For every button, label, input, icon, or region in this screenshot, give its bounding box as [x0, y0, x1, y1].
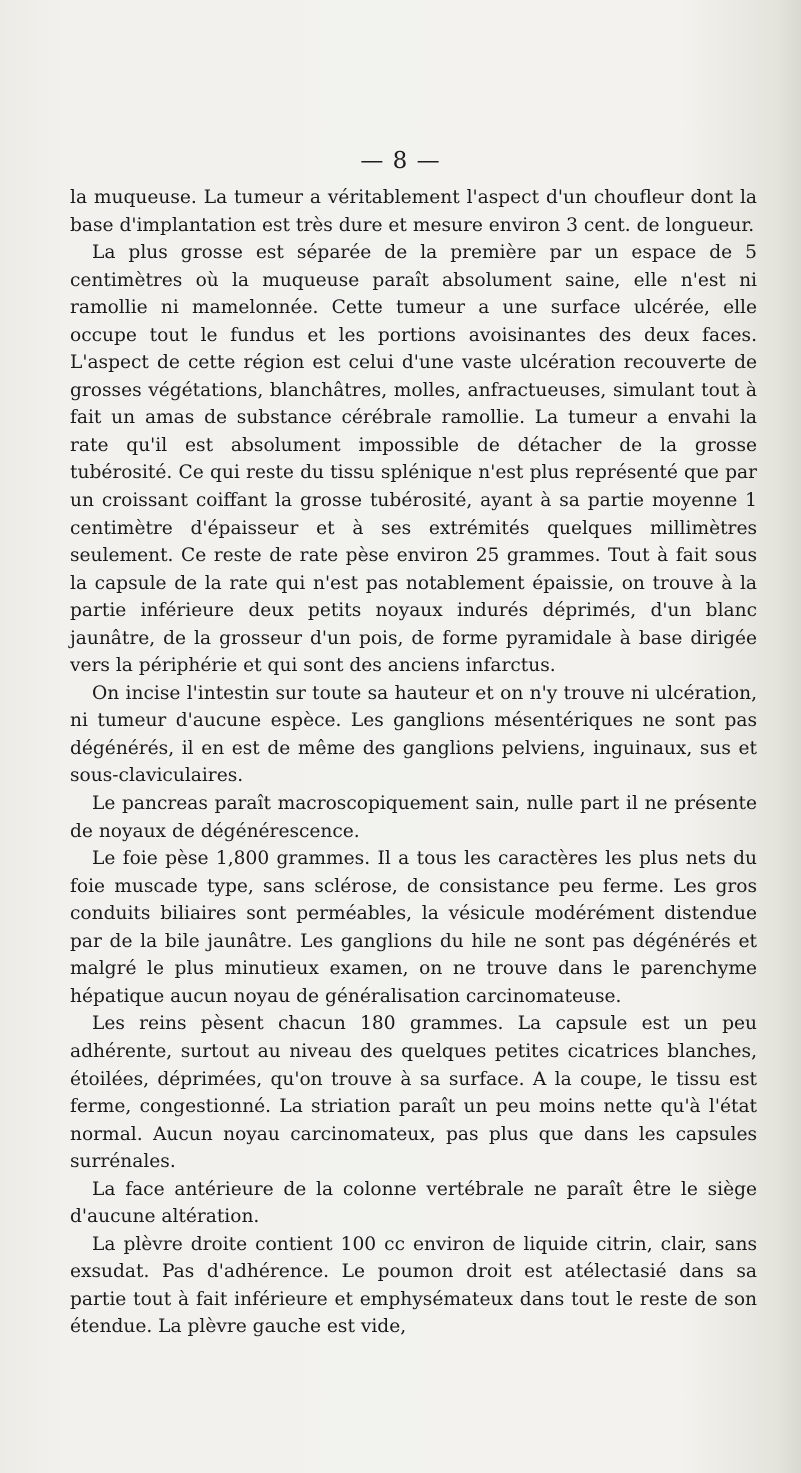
paragraph-3: On incise l'intestin sur toute sa hauteur et on n'y trouve ni ulcération, ni tumeur d'aucune espèce. Les ganglions mésentériques ne sont pas dégénérés, il en est de même des ganglions pelviens, inguinaux, sus et sous-claviculaires. [70, 682, 757, 787]
paragraph-4: Le pancreas paraît macroscopiquement sain, nulle part il ne présente de noyaux de dégénérescence. [70, 793, 757, 842]
paragraph-1: la muqueuse. La tumeur a véritablement l'aspect d'un choufleur dont la base d'implantation est très dure et mesure environ 3 cent. de longueur. [70, 187, 757, 236]
body-text [70, 184, 757, 1341]
paragraph-8: La plèvre droite contient 100 cc environ de liquide citrin, clair, sans exsudat. Pas d'adhérence. Le poumon droit est atélectasié dans sa partie tout à fait inférieure et emphysémateux dans tout le reste de son étendue. La plèvre gauche est vide, [70, 1233, 757, 1338]
paragraph-7: La face antérieure de la colonne vertébrale ne paraît être le siège d'aucune altération. [70, 1178, 757, 1228]
page-number: — 8 — [360, 148, 441, 174]
paragraph-5: Le foie pèse 1,800 grammes. Il a tous les caractères les plus nets du foie muscade type, sans sclérose, de consistance peu ferme. Les gros conduits biliaires sont perméables, la vésicule modérément distendue par de la bile jaunâtre. Les ganglions du hile ne sont pas dégénérés et malgré le plus minutieux examen, on ne trouve dans le parenchyme hépatique aucun noyau de généralisation carcinomateuse. [70, 848, 757, 1007]
paragraph-2: La plus grosse est séparée de la première par un espace de 5 centimètres où la muqueuse paraît absolument saine, elle n'est ni ramollie ni mamelonnée. Cette tumeur a une surface ulcérée, elle occupe tout le fundus et les portions avoisinantes des deux faces. L'aspect de cette région est celui d'une vaste ulcération recouverte de grosses végétations, blanchâtres, molles, anfractueuses, simulant tout à fait un amas de substance cérébrale ramollie. La tumeur a envahi la rate qu'il est absolument impossible de détacher de la grosse tubérosité. Ce qui reste du tissu splénique n'est plus représenté que par un croissant coiffant la grosse tubérosité, ayant à sa partie moyenne 1 centimètre d'épaisseur et à ses extrémités quelques millimètres seulement. Ce reste de rate pèse environ 25 grammes. Tout à fait sous la capsule de la rate qui n'est pas notablement épaissie, on trouve à la partie inférieure deux petits noyaux indurés déprimés, d'un blanc jaunâtre, de la grosseur d'un pois, de forme pyramidale à base dirigée vers la périphérie et qui sont des anciens infarctus. [70, 242, 757, 677]
paragraph-6: Les reins pèsent chacun 180 grammes. La capsule est un peu adhérente, surtout au niveau des quelques petites cicatrices blanches, étoilées, déprimées, qu'on trouve à sa surface. A la coupe, le tissu est ferme, congestionné. La striation paraît un peu moins nette qu'à l'état normal. Aucun noyau carcinomateux, pas plus que dans les capsules surrénales. [70, 1013, 757, 1173]
